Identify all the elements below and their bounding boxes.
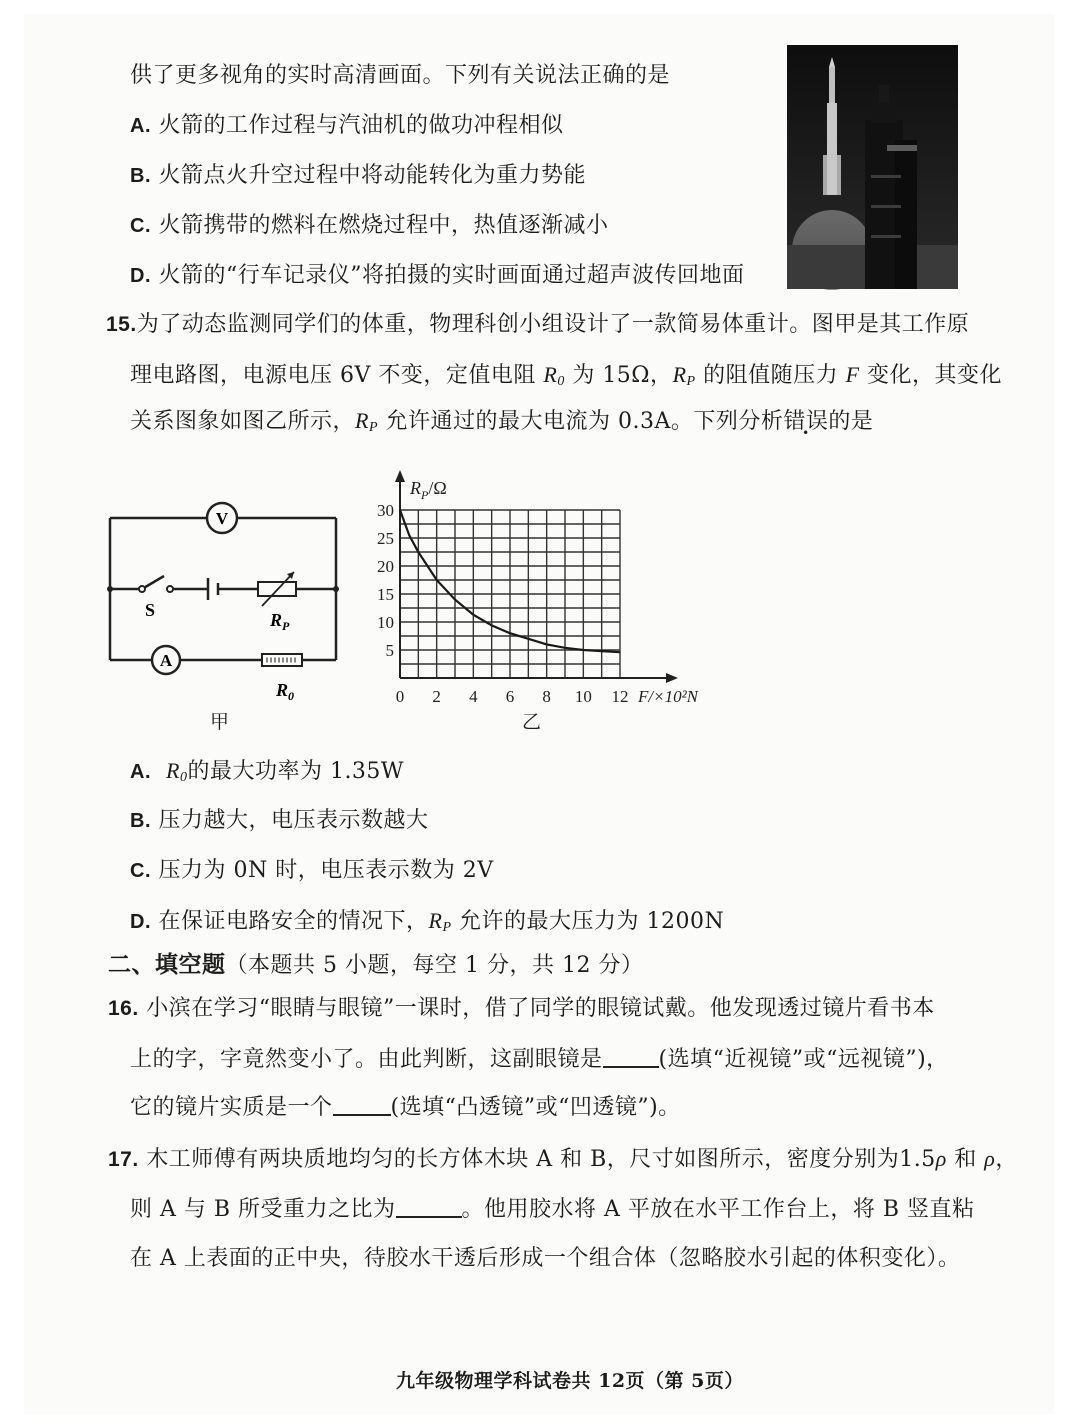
q15-line3: 关系图象如图乙所示，$R_P$ 允许通过的最大电流为 0.3A。下列分析错误的是 (130, 408, 874, 435)
y-tick-label: 10 (377, 613, 394, 632)
graph-caption: 乙 (522, 711, 542, 733)
y-tick-label: 15 (377, 585, 394, 604)
x-tick-label: 8 (542, 687, 551, 706)
ammeter-symbol: A (159, 651, 173, 670)
data-point (509, 633, 510, 634)
r0-label: $R_0$ (276, 680, 295, 703)
data-point (564, 647, 565, 648)
data-point (601, 651, 602, 652)
q15-option-c: C. 压力为 0N 时，电压表示数为 2V (130, 858, 494, 883)
answer-blank-1 (603, 1044, 659, 1068)
data-point (583, 649, 584, 650)
x-tick-label: 2 (432, 687, 441, 706)
data-point (436, 579, 437, 580)
data-point (409, 535, 410, 536)
q17-line2: 则 A 与 B 所受重力之比为 。他用胶水将 A 平放在水平工作台上，将 B 竖直粘 (130, 1194, 975, 1225)
rocket-launch-photo (787, 45, 958, 289)
y-tick-label: 30 (377, 501, 394, 520)
circuit-caption: 甲 (210, 711, 230, 733)
q15-option-a: A. $R_0$的最大功率为 1.35W (130, 758, 405, 785)
x-tick-label: 4 (469, 687, 478, 706)
answer-blank-2 (333, 1092, 391, 1116)
x-tick-label: 0 (395, 687, 405, 706)
rp-label: $R_P$ (270, 610, 290, 633)
x-axis-arrow (666, 673, 678, 683)
exam-page (24, 14, 1054, 1414)
x-tick-label: 12 (611, 687, 629, 706)
page-footer: 九年级物理学科试卷共 12页（第 5页） (396, 1370, 744, 1392)
circuit-diagram (104, 494, 344, 703)
emphasized-word: 错误 (783, 409, 829, 434)
y-tick-label: 25 (377, 529, 394, 548)
rp-force-graph (354, 460, 724, 706)
y-axis-arrow (395, 470, 405, 482)
q14-option-b: B. 火箭点火升空过程中将动能转化为重力势能 (130, 163, 587, 188)
q15-line2: 理电路图，电源电压 6V 不变，定值电阻 $R_0$ 为 15Ω，$R_P$ 的阻值随压力 F 变化，其变化 (130, 362, 1003, 389)
data-point (418, 551, 419, 552)
data-point (399, 509, 400, 510)
q15-line1: 15.为了动态监测同学们的体重，物理科创小组设计了一款简易体重计。图甲是其工作原 (106, 312, 970, 337)
q15-option-b: B. 压力越大，电压表示数越大 (130, 808, 429, 833)
q14-option-a: A. 火箭的工作过程与汽油机的做功冲程相似 (130, 113, 564, 138)
switch-label: S (144, 600, 156, 620)
q14-option-c: C. 火箭携带的燃料在燃烧过程中，热值逐渐减小 (130, 213, 609, 238)
answer-blank-3 (396, 1194, 462, 1218)
q17-line1: 17. 木工师傅有两块质地均匀的长方体木块 A 和 B，尺寸如图所示，密度分别为1.5ρ 和 ρ， (108, 1146, 1018, 1172)
data-point (454, 599, 455, 600)
q15-option-d: D. 在保证电路安全的情况下，$R_P$ 允许的最大压力为 1200N (130, 908, 725, 935)
q14-lead: 供了更多视角的实时高清画面。下列有关说法正确的是 (130, 63, 671, 88)
voltmeter-symbol: V (215, 509, 229, 528)
section-2-heading: 二、填空题（本题共 5 小题，每空 1 分，共 12 分） (108, 951, 644, 978)
x-tick-label: 6 (505, 687, 515, 706)
x-tick-label: 10 (574, 687, 592, 706)
q16-line3: 它的镜片实质是一个 (选填“凸透镜”或“凹透镜”)。 (130, 1092, 681, 1123)
y-axis-label: $R_P/\Omega$ (410, 478, 447, 502)
q14-option-d: D. 火箭的“行车记录仪”将拍摄的实时画面通过超声波传回地面 (130, 263, 745, 288)
q16-line1: 16. 小滨在学习“眼睛与眼镜”一课时，借了同学的眼镜试戴。他发现透过镜片看书本 (108, 996, 935, 1021)
y-tick-label: 20 (377, 557, 394, 576)
data-point (473, 614, 474, 615)
q16-line2: 上的字，字竟然变小了。由此判断，这副眼镜是 (选填“近视镜”或“远视镜”)， (130, 1044, 949, 1075)
q17-line3: 在 A 上表面的正中央，待胶水干透后形成一个组合体（忽略胶水引起的体积变化）。 (130, 1246, 961, 1271)
data-point (546, 644, 547, 645)
y-tick-label: 5 (385, 641, 394, 660)
data-point (619, 652, 620, 653)
x-axis-label: F/×10²N (638, 687, 699, 706)
data-point (491, 625, 492, 626)
data-point (528, 638, 529, 639)
